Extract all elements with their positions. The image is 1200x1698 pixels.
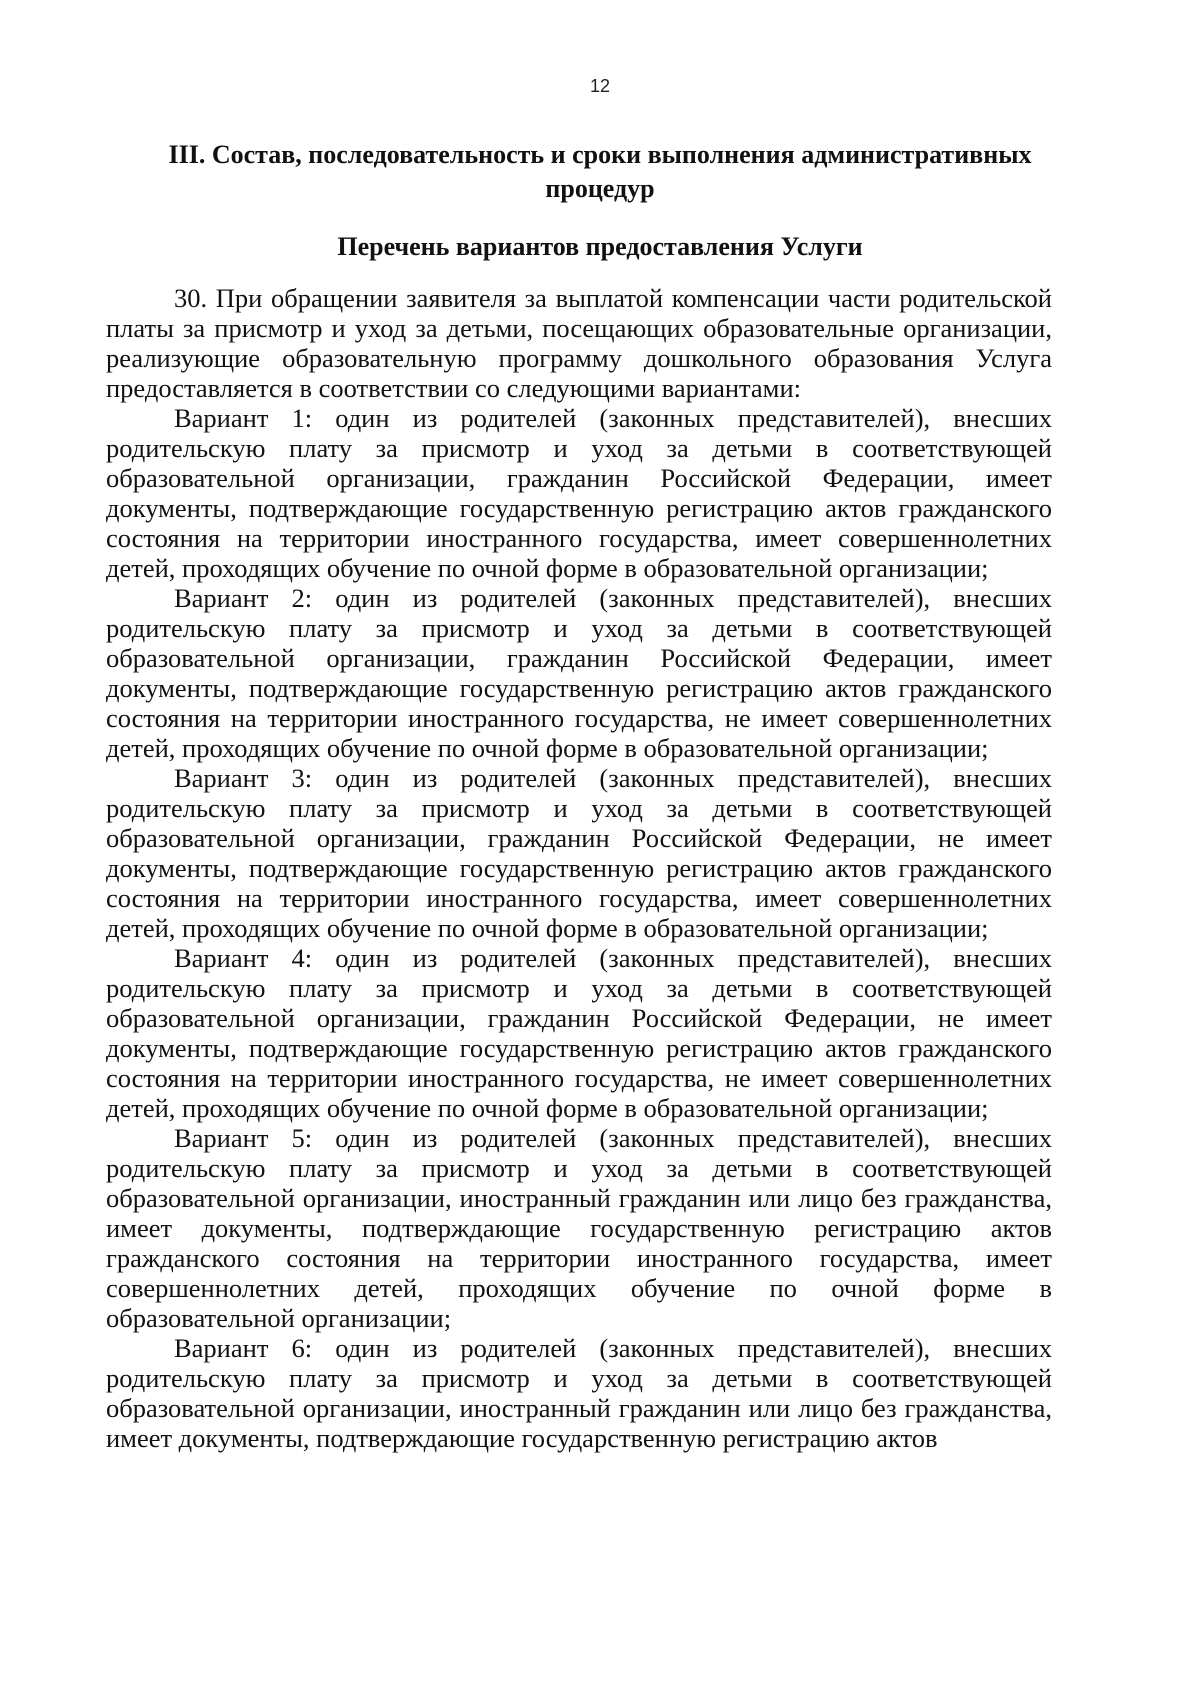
paragraph-variant-6: Вариант 6: один из родителей (законных представителей), внесших родительскую плату за присмотр и уход за детьми в соответствующей образовательной организации, иностранный гражданин или лицо без гражданства, имеет документы, подтверждающие государственную регистрацию актов xyxy=(106,1333,1052,1453)
section-heading: III. Состав, последовательность и сроки выполнения административных процедур xyxy=(168,140,1032,203)
paragraph-variant-4: Вариант 4: один из родителей (законных представителей), внесших родительскую плату за присмотр и уход за детьми в соответствующей образовательной организации, гражданин Российской Федерации, не имеет документы, подтверждающие государственную регистрацию актов гражданского состояния на территории иностранного государства, не имеет совершеннолетних детей, проходящих обучение по очной форме в образовательной организации; xyxy=(106,943,1052,1123)
paragraph-variant-1: Вариант 1: один из родителей (законных представителей), внесших родительскую плату за присмотр и уход за детьми в соответствующей образовательной организации, гражданин Российской Федерации, имеет документы, подтверждающие государственную регистрацию актов гражданского состояния на территории иностранного государства, имеет совершеннолетних детей, проходящих обучение по очной форме в образовательной организации; xyxy=(106,403,1052,583)
paragraph-variant-3: Вариант 3: один из родителей (законных представителей), внесших родительскую плату за присмотр и уход за детьми в соответствующей образовательной организации, гражданин Российской Федерации, не имеет документы, подтверждающие государственную регистрацию актов гражданского состояния на территории иностранного государства, имеет совершеннолетних детей, проходящих обучение по очной форме в образовательной организации; xyxy=(106,763,1052,943)
page-number: 12 xyxy=(589,76,611,96)
body-text xyxy=(106,283,1052,1453)
paragraph-variant-2: Вариант 2: один из родителей (законных представителей), внесших родительскую плату за присмотр и уход за детьми в соответствующей образовательной организации, гражданин Российской Федерации, имеет документы, подтверждающие государственную регистрацию актов гражданского состояния на территории иностранного государства, не имеет совершеннолетних детей, проходящих обучение по очной форме в образовательной организации; xyxy=(106,583,1052,763)
paragraph-variant-5: Вариант 5: один из родителей (законных представителей), внесших родительскую плату за присмотр и уход за детьми в соответствующей образовательной организации, иностранный гражданин или лицо без гражданства, имеет документы, подтверждающие государственную регистрацию актов гражданского состояния на территории иностранного государства, имеет совершеннолетних детей, проходящих обучение по очной форме в образовательной организации; xyxy=(106,1123,1052,1333)
subheading: Перечень вариантов предоставления Услуги xyxy=(337,232,863,261)
paragraph-item-30: 30. При обращении заявителя за выплатой компенсации части родительской платы за присмотр и уход за детьми, посещающих образовательные организации, реализующие образовательную программу дошкольного образования Услуга предоставляется в соответствии со следующими вариантами: xyxy=(106,283,1052,403)
